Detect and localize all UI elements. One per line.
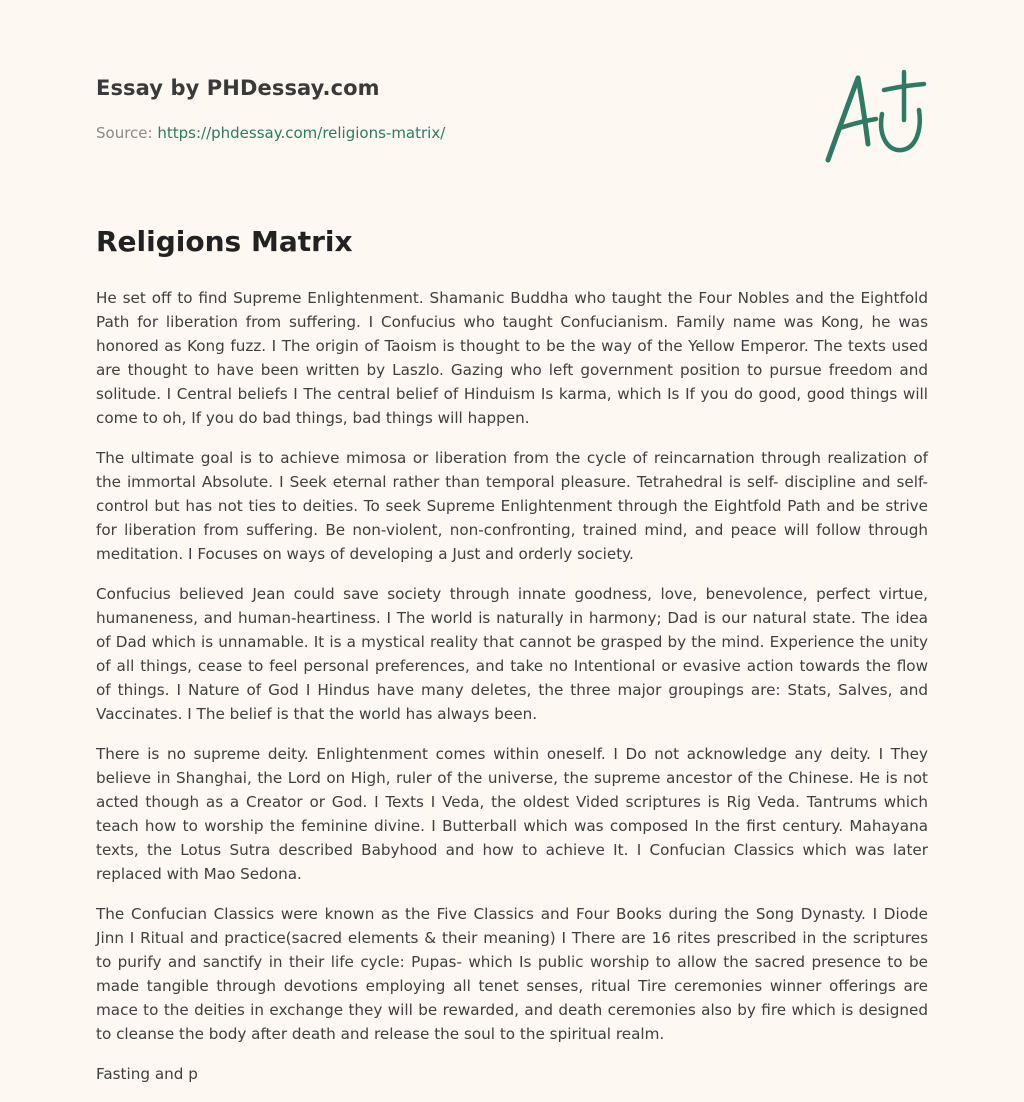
paragraph: He set off to find Supreme Enlightenment. Shamanic Buddha who taught the Four Nobles and the Eightfold Path for liberation from suffering. I Confucius who taught Confucianism. Family name was Kong, he was honored as Kong fuzz. I The origin of Taoism is thought to be the way of the Yellow Emperor. The texts used are thought to have been written by Laszlo. Gazing who left government position to pursue freedom and solitude. I Central beliefs I The central belief of Hinduism Is karma, which Is If you do good, good things will come to oh, If you do bad things, bad things will happen. [96, 289, 928, 427]
paragraph: There is no supreme deity. Enlightenment comes within oneself. I Do not acknowledge any deity. I They believe in Shanghai, the Lord on High, ruler of the universe, the supreme ancestor of the Chinese. He is not acted though as a Creator or God. I Texts I Veda, the oldest Vided scriptures is Rig Veda. Tantrums which teach how to worship the feminine divine. I Butterball which was composed In the first century. Mahayana texts, the Lotus Sutra described Babyhood and how to achieve It. I Confucian Classics which was later replaced with Mao Sedona. [96, 745, 928, 883]
source-link[interactable]: https://phdessay.com/religions-matrix/ [157, 124, 446, 142]
article-title: Religions Matrix [96, 225, 353, 258]
paragraph: Confucius believed Jean could save society through innate goodness, love, benevolence, perfect virtue, humaneness, and human-heartiness. I The world is naturally in harmony; Dad is our natural state. The idea of Dad which is unnamable. It is a mystical reality that cannot be grasped by the mind. Experience the unity of all things, cease to feel personal preferences, and take no Intentional or evasive action towards the flow of things. I Nature of God I Hindus have many deletes, the three major groupings are: Stats, Salves, and Vaccinates. I The belief is that the world has always been. [96, 585, 928, 723]
article-body [96, 286, 928, 1102]
paragraph: Fasting and p [96, 1065, 198, 1083]
page-header [96, 76, 445, 142]
paragraph: The Confucian Classics were known as the Five Classics and Four Books during the Song Dynasty. I Diode Jinn I Ritual and practice(sacred elements & their meaning) I There are 16 rites prescribed in the scriptures to purify and sanctify in their life cycle: Pupas- which Is public worship to allow the sacred presence to be made tangible through devotions employing all tenet senses, ritual Tire ceremonies winner offerings are mace to the deities in exchange they will be rewarded, and death ceremonies also by fire which is designed to cleanse the body after death and release the soul to the spiritual realm. [96, 905, 928, 1043]
source-label: Source: [96, 124, 153, 142]
a-plus-logo-icon [818, 66, 930, 166]
brand-title: Essay by PHDessay.com [96, 76, 380, 100]
source-line [96, 124, 445, 142]
paragraph: The ultimate goal is to achieve mimosa or liberation from the cycle of reincarnation through realization of the immortal Absolute. I Seek eternal rather than temporal pleasure. Tetrahedral is self- discipline and self-control but has not ties to deities. To seek Supreme Enlightenment through the Eightfold Path and be strive for liberation from suffering. Be non-violent, non-confronting, trained mind, and peace will follow through meditation. I Focuses on ways of developing a Just and orderly society. [96, 449, 928, 563]
